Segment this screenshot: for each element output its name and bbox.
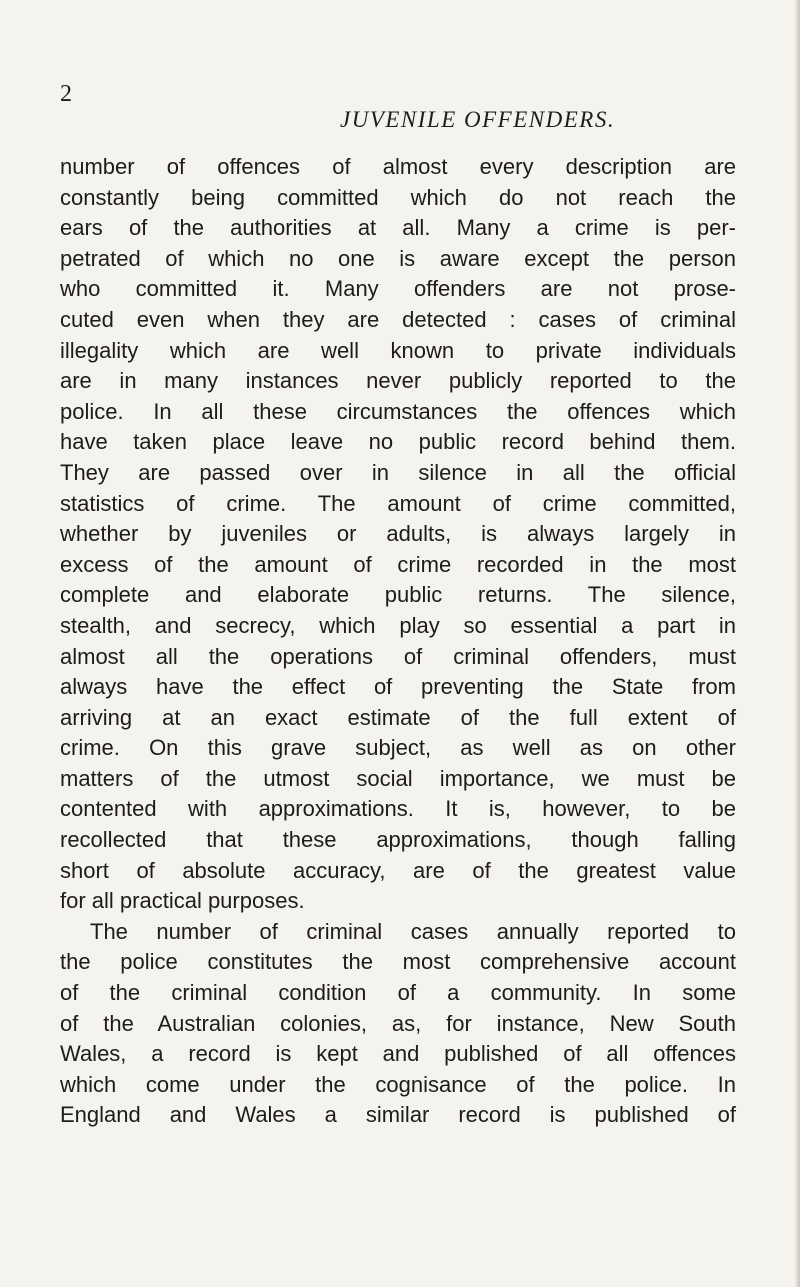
text-line: short of absolute accuracy, are of the greatest value	[60, 857, 736, 883]
text-line: have taken place leave no public record behind them.	[60, 429, 736, 455]
text-line: are in many instances never publicly reported to the	[60, 368, 736, 394]
paragraph	[60, 152, 736, 917]
text-line: the police constitutes the most comprehensive account	[60, 949, 736, 975]
paragraph	[60, 917, 736, 1131]
text-line: They are passed over in silence in all the official	[60, 459, 736, 485]
text-line: The number of criminal cases annually reported to	[90, 918, 736, 944]
text-line: arriving at an exact estimate of the full extent of	[60, 704, 736, 730]
text-line: constantly being committed which do not reach the	[60, 184, 736, 210]
text-line: recollected that these approximations, though falling	[60, 827, 736, 853]
text-line: for all practical purposes.	[60, 888, 305, 914]
text-line: crime. On this grave subject, as well as on other	[60, 735, 736, 761]
text-line: statistics of crime. The amount of crime committed,	[60, 490, 736, 516]
page-number: 2	[60, 81, 72, 107]
text-line: which come under the cognisance of the police. In	[60, 1071, 736, 1097]
text-line: police. In all these circumstances the offences which	[60, 398, 736, 424]
body-text	[60, 152, 736, 1131]
text-line: always have the effect of preventing the State from	[60, 674, 736, 700]
text-line: contented with approximations. It is, however, to be	[60, 796, 736, 822]
text-line: England and Wales a similar record is published of	[60, 1102, 736, 1128]
text-line: petrated of which no one is aware except the person	[60, 245, 736, 271]
text-line: of the Australian colonies, as, for instance, New South	[60, 1010, 736, 1036]
page-edge-shadow	[794, 0, 800, 1287]
text-line: of the criminal condition of a community. In some	[60, 980, 736, 1006]
text-line: Wales, a record is kept and published of all offences	[60, 1041, 736, 1067]
text-line: whether by juveniles or adults, is always largely in	[60, 521, 736, 547]
text-line: almost all the operations of criminal offenders, must	[60, 643, 736, 669]
text-line: ears of the authorities at all. Many a crime is per-	[60, 215, 736, 241]
text-line: excess of the amount of crime recorded in the most	[60, 551, 736, 577]
text-line: complete and elaborate public returns. The silence,	[60, 582, 736, 608]
text-line: number of offences of almost every description are	[60, 154, 736, 179]
text-line: matters of the utmost social importance, we must be	[60, 765, 736, 791]
text-line: illegality which are well known to private individuals	[60, 337, 736, 363]
running-head: JUVENILE OFFENDERS.	[340, 107, 616, 132]
text-line: cuted even when they are detected : cases of criminal	[60, 306, 736, 332]
text-line: who committed it. Many offenders are not prose-	[60, 276, 736, 302]
text-line: stealth, and secrecy, which play so essential a part in	[60, 612, 736, 638]
